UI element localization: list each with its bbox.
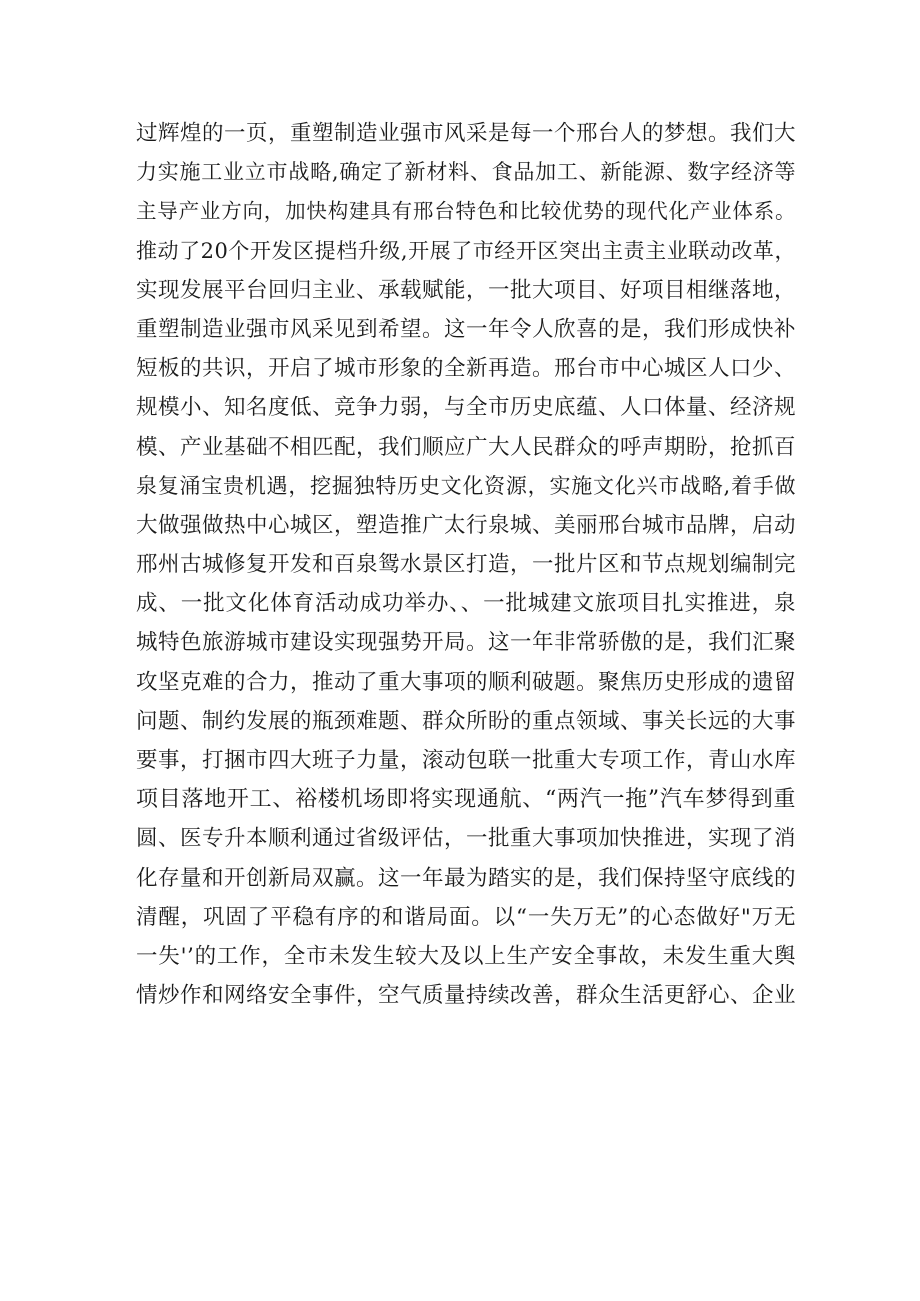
text-line: 情炒作和网络安全事件，空气质量持续改善，群众生活更舒心、企业 [136,983,797,1009]
text-line: 短板的共识，开启了城市形象的全新再造。邢台市中心城区人口少、 [136,356,797,382]
text-line: 化存量和开创新局双赢。这一年最为踏实的是，我们保持坚守底线的 [136,865,797,891]
text-line: 推动了20个开发区提档升级,开展了市经开区突出主责主业联动改革， [136,238,796,263]
text-line: 规模小、知名度低、竞争力弱，与全市历史底蕴、人口体量、经济规 [136,395,797,421]
body-text [136,114,796,1015]
text-line: 成、一批文化体育活动成功举办、、一批城建文旅项目扎实推进，泉 [136,591,796,617]
text-line: 主导产业方向，加快构建具有邢台特色和比较优势的现代化产业体系。 [136,199,796,224]
text-line: 项目落地开工、裕楼机场即将实现通航、“两汽一拖”汽车梦得到重 [136,787,796,813]
text-line: 过辉煌的一页，重塑制造业强市风采是每一个邢台人的梦想。我们大 [136,121,797,146]
text-line: 问题、制约发展的瓶颈难题、群众所盼的重点领域、事关长远的大事 [136,708,797,734]
text-line: 攻坚克难的合力，推动了重大事项的顺利破题。聚焦历史形成的遗留 [136,669,797,695]
text-line: 实现发展平台回归主业、承载赋能，一批大项目、好项目相继落地， [136,277,797,303]
text-line: 要事，打捆市四大班子力量，滚动包联一批重大专项工作，青山水库 [136,748,797,773]
text-line: 圆、医专升本顺利通过省级评估，一批重大事项加快推进，实现了消 [136,826,797,852]
text-line: 城特色旅游城市建设实现强势开局。这一年非常骄傲的是，我们汇聚 [136,630,797,656]
text-line: 清醒，巩固了平稳有序的和谐局面。以“一失万无”的心态做好"万无 [136,904,796,930]
text-line: 泉复涌宝贵机遇，挖掘独特历史文化资源，实施文化兴市战略,着手做 [136,473,796,498]
text-line: 重塑制造业强市风采见到希望。这一年令人欣喜的是，我们形成快补 [136,316,797,342]
text-line: 力实施工业立市战略,确定了新材料、食品加工、新能源、数字经济等 [136,160,796,185]
text-line: 一失'’的工作，全市未发生较大及以上生产安全事故，未发生重大舆 [136,943,796,969]
text-line: 邢州古城修复开发和百泉鸳水景区打造，一批片区和节点规划编制完 [136,552,797,578]
text-line: 模、产业基础不相匹配，我们顺应广大人民群众的呼声期盼，抢抓百 [136,434,797,460]
text-line: 大做强做热中心城区，塑造推广太行泉城、美丽邢台城市品牌，启动 [136,512,797,538]
